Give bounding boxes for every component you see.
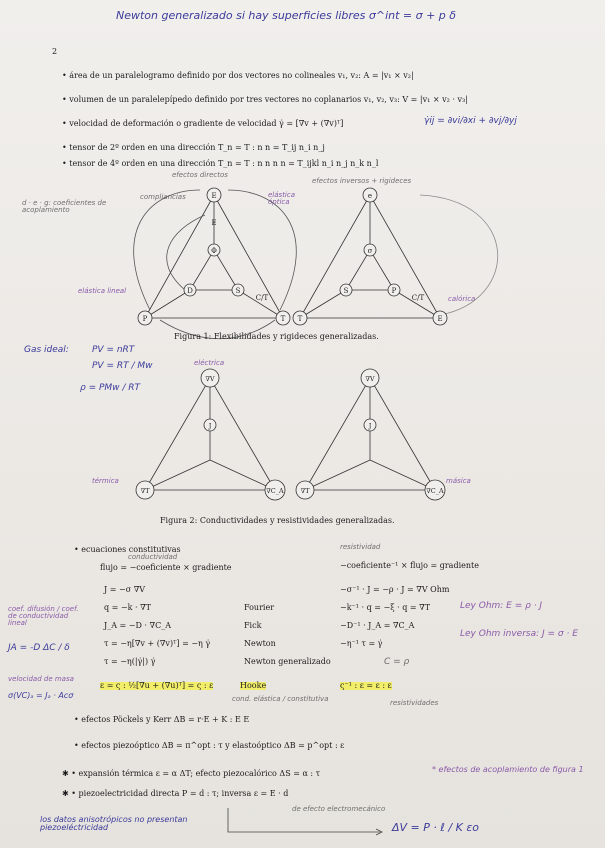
fig1-node-label: e [367,192,373,200]
constitutive-row-right: −k⁻¹ · q = −ξ · q = ∇T [340,603,431,612]
hw-gas-eq1: PV = nRT [92,345,135,355]
hw-datos-anisotropicos: los datos anisotrópicos no presentan piezoeléctricidad [40,815,188,832]
header-handwritten-note: Newton generalizado si hay superficies libres σ^int = σ + p δ [116,9,457,22]
fig1-node-label: P [391,287,397,295]
bullet-item: • efectos piezoóptico ΔB = π^opt : τ y elastoóptico ΔB = p^opt : ε [74,741,345,750]
fig1-node-label: E [211,192,217,200]
bullet-item: • volumen de un paralelepípedo definido por tres vectores no coplanarios v₁, v₂, v₃: V = |v₁ × v₂ · v₃| [62,95,468,104]
effect-text: efectos Pöckels y Kerr ΔB = r·E + K : E E [81,715,250,724]
constitutive-row-left: J_A = −D · ∇C_A [104,621,172,630]
fig2-node-label: ∇C_A [426,487,444,495]
bullet-text: volumen de un paralelepípedo definido por tres vectores no coplanarios v₁, v₂, v₃: V = |v₁ × v₂ · v₃| [69,95,468,104]
fig2-node-label: ∇V [205,375,215,383]
hw-conductividad: conductividad [128,553,178,561]
fig1-node-label: S [343,287,349,295]
hw-c-eq: C = ρ [384,657,410,667]
constitutive-row-right: −D⁻¹ · J_A = ∇C_A [340,621,415,630]
bullet-item: • área de un paralelogramo definido por dos vectores no colineales v₁, v₂: A = |v₁ × v₂| [62,71,414,80]
page-number: 2 [52,47,58,56]
constitutive-row-right: −η⁻¹ τ = γ̇ [340,639,383,648]
hw-ohm-law: Ley Ohm: E = ρ · J [460,601,543,611]
constitutive-left-header: flujo = −coeficiente × gradiente [100,563,232,572]
hw-efecto-electromecanico: de efecto electromecánico [292,805,386,813]
fig2-node-label: ∇V [365,375,375,383]
fig1-node-label: C/T [255,294,269,302]
bullet-text: tensor de 4º orden en una dirección T_n = T : n n n n = T_ijkl n_i n_j n_k n_l [69,159,379,168]
hw-cond-elastica: cond. elástica / constitutiva [232,695,329,703]
hw-coef-acoplamiento: d · e · g: coeficientes de acoplamiento [22,199,107,214]
constitutive-row-left: J = −σ ∇V [104,585,146,594]
hw-termica: térmica [92,477,119,485]
hw-gas-eq2: PV = RT / Mw [92,361,153,371]
fig1-node-label: S [235,287,241,295]
gamma-handwritten: γ̇ij = ∂vi/∂xi + ∂vj/∂yj [424,116,517,126]
hw-efectos-acoplamiento: * efectos de acoplamiento de figura 1 [432,765,584,774]
hw-dv-eq: ΔV = P · ℓ / K εo [392,821,480,834]
effect-text: efectos piezoóptico ΔB = π^opt : τ y elastoóptico ΔB = p^opt : ε [81,741,345,750]
bullet-item: • velocidad de deformación o gradiente de velocidad γ̇ = [∇v + (∇v)ᵀ] [62,119,344,128]
constitutive-row-left: ε = ς : ½[∇u + (∇u)ᵀ] = ς : ε [100,681,214,690]
bullet-item: ✱ • expansión térmica ε = α ΔT; efecto piezocalórico ΔS = α : τ [62,769,321,778]
fig1-node-label: T [297,315,303,323]
constitutive-row-name: Fick [244,621,262,630]
hw-compliances: compliancias [140,193,186,201]
hw-ohm-inverse: Ley Ohm inversa: J = σ · E [460,629,578,639]
bullet-item: • ecuaciones constitutivas [74,545,181,554]
fig2-node-label: ∇T [140,487,150,495]
fig1-node-label: Φ [211,247,217,255]
figure-2-caption: Figura 2: Conductividades y resistividades generalizadas. [160,516,395,525]
bullet-item: ✱ • piezoelectricidad directa P = d : τ; inversa ε = E · d [62,789,289,798]
hw-calorica: calórica [448,295,476,303]
hw-resistividades: resistividades [390,699,439,707]
fig2-node-label: J [208,422,212,430]
constitutive-row-name: Newton [244,639,276,648]
effect-text: expansión térmica ε = α ΔT; efecto piezocalórico ΔS = α : τ [78,769,321,778]
fig1-node-label: E [211,219,217,227]
hw-coef-difusion: coef. difusión / coef. de conductividad lineal [8,605,79,627]
constitutive-right-header: −coeficiente⁻¹ × flujo = gradiente [340,561,479,570]
figure-1-caption: Figura 1: Flexibilidades y rigideces generalizadas. [174,332,379,341]
fig1-node-label: σ [367,247,373,255]
hw-efectos-directos: efectos directos [172,171,228,179]
constitutive-row-right: −σ⁻¹ · J = −ρ · J = ∇V Ohm [340,585,450,594]
bullet-text: área de un paralelogramo definido por dos vectores no colineales v₁, v₂: A = |v₁ × v₂| [69,71,414,80]
fig2-node-label: J [368,422,372,430]
constitutive-row-right: ς⁻¹ : ε = ε : ε [340,681,392,690]
constitutive-row-left: τ = −η[∇v + (∇v)ᵀ] = −η γ̇ [104,639,211,648]
constitutive-row-name: Fourier [244,603,275,612]
fig2-node-label: ∇T [300,487,310,495]
bullet-item: • tensor de 2º orden en una dirección T_n = T : n n = T_ij n_i n_j [62,143,325,152]
hw-elastica-lineal: elástica lineal [78,287,127,295]
fig2-node-label: ∇C_A [266,487,284,495]
bullet-text: velocidad de deformación o gradiente de velocidad γ̇ = [∇v + (∇v)ᵀ] [69,119,344,128]
constitutive-row-name: Newton generalizado [244,657,331,666]
fig1-node-label: P [142,315,148,323]
effect-text: piezoelectricidad directa P = d : τ; inversa ε = E · d [78,789,289,798]
hw-efectos-inversos: efectos inversos + rigideces [312,177,412,185]
hw-electrica: eléctrica [194,359,225,367]
constitutive-title: ecuaciones constitutivas [81,545,181,554]
bullet-item: • efectos Pöckels y Kerr ΔB = r·E + K : E E [74,715,250,724]
bullet-text: tensor de 2º orden en una dirección T_n = T : n n = T_ij n_i n_j [69,143,325,152]
bullet-item: • tensor de 4º orden en una dirección T_n = T : n n n n = T_ijkl n_i n_j n_k n_l [62,159,379,168]
fig1-node-label: D [187,287,193,295]
fig1-node-label: C/T [411,294,425,302]
hw-ja-eq: JA = -D ΔC / δ [8,643,70,653]
hw-sigma-ve: σ(VC)ₐ = Jₐ · Acσ [8,691,74,700]
hw-resistividad: resistividad [340,543,381,551]
constitutive-row-left: τ = −η(|γ̇|) γ̇ [104,657,156,666]
hw-gas-eq3: ρ = PMw / RT [80,383,141,393]
fig1-node-label: E [437,315,443,323]
constitutive-row-left: q = −k · ∇T [104,603,152,612]
hw-velocidad-masa: velocidad de masa [8,675,74,683]
constitutive-row-name: Hooke [240,681,267,690]
hw-masica: másica [446,477,471,485]
fig1-node-label: T [280,315,286,323]
hw-elastica-optica: elástica óptica [268,191,296,206]
hw-gas-ideal: Gas ideal: [24,345,69,355]
